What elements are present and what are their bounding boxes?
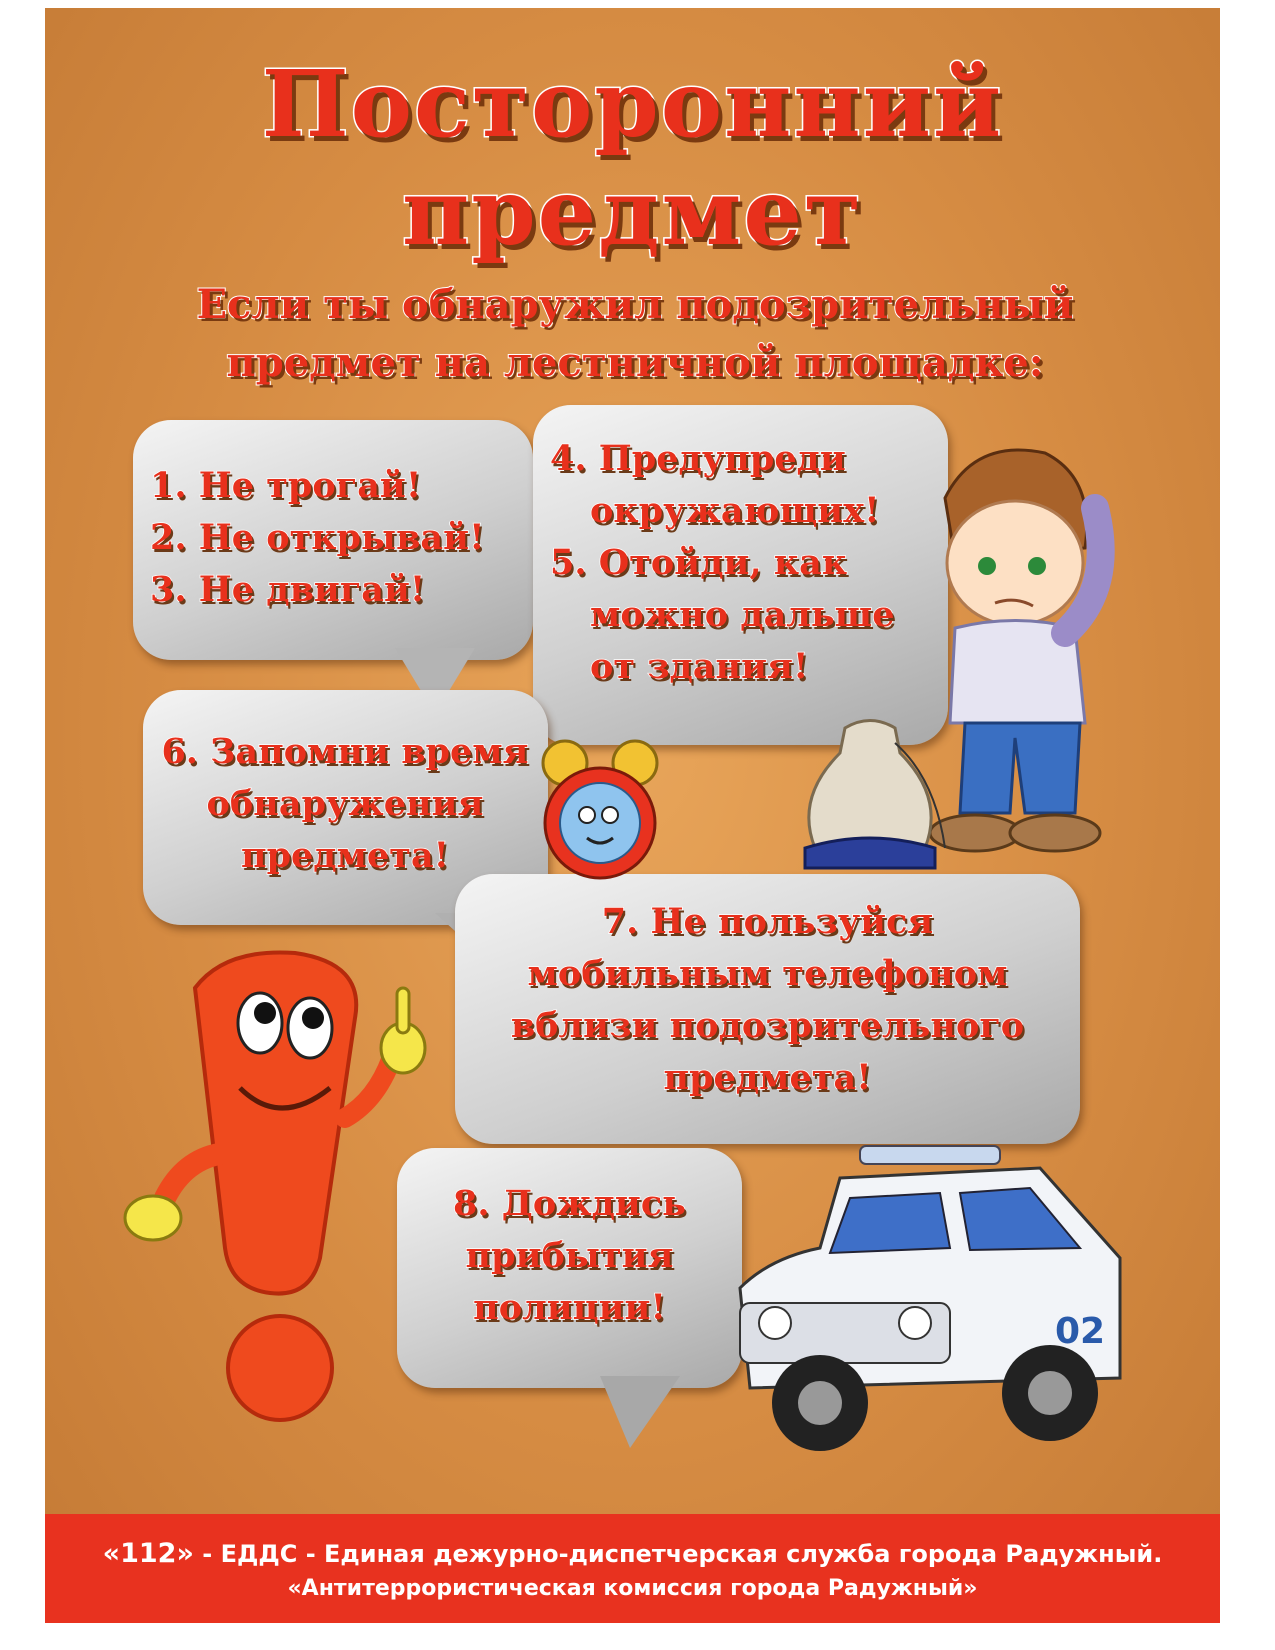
footer-line1-text: - ЕДДС - Единая дежурно-диспетчерская служба города Радужный.: [193, 1540, 1163, 1568]
rule-7-text: [455, 896, 1080, 1104]
poster-subtitle: [105, 276, 1165, 392]
exclamation-character-illustration: [105, 928, 445, 1468]
rule-8b: прибытия: [465, 1235, 674, 1276]
rule-8c: полиции!: [473, 1287, 666, 1328]
alarm-clock-illustration: [515, 733, 685, 893]
rule-6c: предмета!: [240, 835, 450, 876]
rules-4-5-text: [550, 433, 895, 693]
footer-line2: «Антитеррористическая комиссия города Радужный»: [287, 1576, 978, 1601]
footer-emergency-number: «112»: [102, 1538, 194, 1569]
rule-7d: предмета!: [663, 1057, 872, 1098]
rule-8-text: [397, 1178, 742, 1334]
rule-6-text: [145, 726, 545, 882]
rules-1-3-text: [150, 460, 484, 616]
poster: [45, 8, 1220, 1623]
suspicious-bag-illustration: [785, 708, 955, 878]
rule-1: 1. Не трогай!: [150, 465, 422, 506]
rule-8a: 8. Дождись: [453, 1183, 686, 1224]
rule-5b: можно дальше: [590, 594, 895, 635]
poster-title-line1: Посторонний: [261, 50, 1004, 158]
rule-7c: вблизи подозрительного: [510, 1005, 1025, 1046]
subtitle-line2: предмет на лестничной площадке:: [226, 339, 1044, 386]
rule-6b: обнаружения: [206, 783, 484, 824]
footer-banner: [45, 1514, 1220, 1623]
rule-5a: 5. Отойди, как: [550, 542, 848, 583]
rule-3: 3. Не двигай!: [150, 569, 426, 610]
rule-4a: 4. Предупреди: [550, 438, 846, 479]
rule-7b: мобильным телефоном: [527, 953, 1008, 994]
rule-6a: 6. Запомни время: [161, 731, 529, 772]
bubble-tail-8: [590, 1376, 700, 1451]
poster-title-line2: предмет: [402, 158, 863, 266]
rule-7a: 7. Не пользуйся: [601, 901, 934, 942]
rule-2: 2. Не открывай!: [150, 517, 485, 558]
car-number-label: 02: [1055, 1311, 1106, 1352]
rule-5c: от здания!: [590, 646, 809, 687]
footer-line1: [45, 1538, 1220, 1569]
subtitle-line1: Если ты обнаружил подозрительный: [196, 281, 1074, 328]
police-car-illustration: [710, 1138, 1170, 1468]
rule-4b: окружающих!: [590, 490, 880, 531]
